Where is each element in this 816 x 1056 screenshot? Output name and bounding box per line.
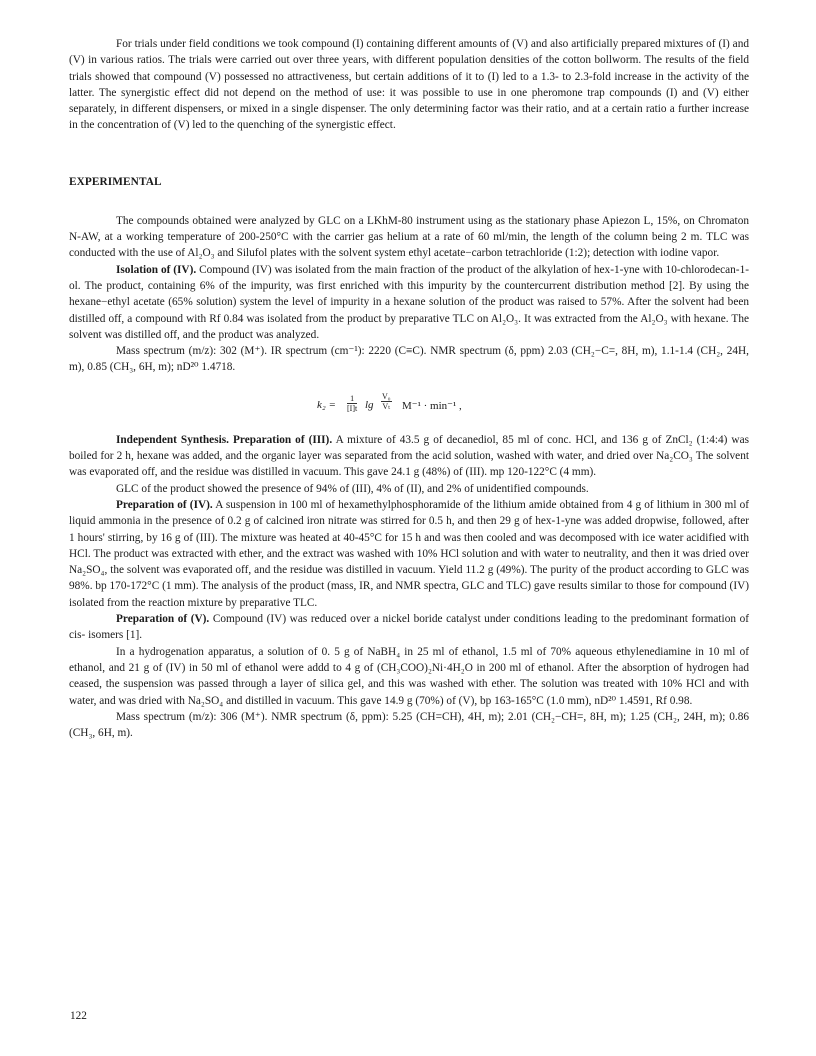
- section-title-experimental: EXPERIMENTAL: [69, 175, 162, 188]
- rate-constant-formula: [69, 390, 749, 420]
- paragraph-preparation-iv: [69, 497, 749, 611]
- formula-fraction-1: [347, 394, 357, 413]
- formula-lhs: k₂ =: [317, 398, 336, 411]
- paragraph-preparation-v: [69, 611, 749, 644]
- heading-preparation-iv: Preparation of (IV).: [116, 498, 213, 511]
- page-body: [69, 36, 749, 741]
- paragraph-field-trials: For trials under field conditions we took compound (I) containing different amounts of (V) and also artificially prepared mixtures of (I) and (V) in various ratios. The trials were carried out over three years, with different population densities of the cotton bollworm. The results of the field trials showed that compound (V) possessed no attractiveness, but certain additions of it to (I) led to a 1.3- to 2.3-fold increase in the activity of the latter. The synergistic effect did not depend on the method of use: it was possible to use in one pheromone trap compounds (I) and (V) either separately, in different dispensers, or mixed in a single dispenser. The only determining factor was their ratio, and at a certain ratio a further increase in the concentration of (V) led to the quenching of the synergistic effect.: [69, 38, 749, 132]
- page-number: 122: [70, 1010, 87, 1022]
- formula-frac1-numerator: 1: [347, 394, 357, 404]
- formula-frac1-denominator: [I]t: [347, 403, 358, 413]
- heading-synthesis-iii: Independent Synthesis. Preparation of (III).: [116, 433, 333, 446]
- formula-fraction-2: [381, 392, 392, 411]
- text-preparation-iv: A suspension in 100 ml of hexamethylphosphoramide of the lithium amide obtained from 4 g of lithium in 300 ml of liquid ammonia in the presence of 0.2 g of calcined iron nitrate was stirred for 0.5 h, and then 29 g of hex-1-yne was added dropwise, followed, after 1 hours' stirring, by 16 g of (III). The mixture was heated at 40-45°C for 15 h and was then cooled and was decomposed with ice water acidified with HCl. The product was extracted with ether, and the extract was washed with 10% HCl solution and with water to neutrality, and then it was dried over Na₂SO₄, the solvent was evaporated off, and the residue was distilled in vacuum. Yield 11.2 g (49%). The purity of the product according to GLC was 98%. bp 170-172°C (1 mm). The analysis of the product (mass, IR, and NMR spectra, GLC and TLC) gave results similar to those for compound (IV) isolated from the reaction mixture by preparative TLC.: [69, 498, 749, 609]
- paragraph-glc-analysis: The compounds obtained were analyzed by GLC on a LKhM-80 instrument using as the stationary phase Apiezon L, 15%, on Chromaton N-AW, at a working temperature of 200-250°C with the carrier gas helium at a rate of 60 ml/min, the length of the column being 2 m. TLC was conducted with the use of Al₂O₃ and Silufol plates with the solvent system ethyl acetate−carbon tetrachloride (1:2); detection with iodine vapor.: [69, 214, 749, 260]
- text-synthesis-iii: A mixture of 43.5 g of decanediol, 85 ml of conc. HCl, and 136 g of ZnCl₂ (1:4:4) was boiled for 2 h, hexane was added, and the organic layer was separated from the acid solution, washed with water, and dried over Na₂CO₃ The solvent was evaporated off, and the residue was distilled in vacuum. This gave 24.1 g (48%) of (III). mp 120-122°C (4 mm).: [69, 433, 749, 479]
- paragraph-spectra-v: Mass spectrum (m/z): 306 (M⁺). NMR spectrum (δ, ppm): 5.25 (CH=CH), 4H, m); 2.01 (CH₂−CH=, 8H, m); 1.25 (CH₂, 24H, m); 0.86 (CH₃, 6H, m).: [69, 710, 749, 740]
- formula-frac2-denominator: Vₜ: [382, 401, 391, 411]
- heading-isolation-iv: Isolation of (IV).: [116, 263, 197, 276]
- paragraph-spectra-iv: Mass spectrum (m/z): 302 (M⁺). IR spectrum (cm⁻¹): 2220 (C≡C). NMR spectrum (δ, ppm) 2.03 (CH₂−C=, 8H, m), 1.1-1.4 (CH₂, 24H, m), 0.85 (CH₃, 6H, m); nD²⁰ 1.4718.: [69, 345, 749, 374]
- formula-lg: lg: [365, 398, 374, 411]
- paragraph-synthesis-iii: [69, 432, 749, 481]
- paragraph-isolation-iv: [69, 262, 749, 343]
- text-preparation-v: Compound (IV) was reduced over a nickel boride catalyst under conditions leading to the predominant formation of cis- isomers [1].: [69, 613, 749, 642]
- paragraph-hydrogenation: In a hydrogenation apparatus, a solution of 0. 5 g of NaBH₄ in 25 ml of ethanol, 1.5 ml of 70% aqueous ethylenediamine in 10 ml of ethanol, and 21 g of (IV) in 50 ml of ethanol were addd to 4 g of (CH₃COO)₂Ni·4H₂O in 200 ml of ethanol. After the absorption of hydrogen had ceased, the suspension was passed through a layer of silica gel, and this was washed with ether. The solution was treated with 10% HCl and with water, and was dried with Na₂SO₄ and distilled in vacuum. This gave 14.9 g (70%) of (V), bp 163-165°C (1.0 mm), nD²⁰ 1.4591, Rf 0.98.: [69, 645, 749, 707]
- paragraph-glc-iii: GLC of the product showed the presence of 94% of (III), 4% of (II), and 2% of unidentified compounds.: [116, 482, 589, 495]
- formula-frac2-numerator: V₀: [382, 391, 391, 401]
- formula-units: M⁻¹ · min⁻¹ ,: [402, 399, 462, 412]
- text-isolation-iv: Compound (IV) was isolated from the main fraction of the product of the alkylation of hex-1-yne with 10-chlorodecan-1-ol. The product, containing 6% of the impurity, was first enriched with this impurity by the countercurrent distribution method [2]. By using the hexane−ethyl acetate (65% solution) system the level of impurity in a hexane solution of the product was raised to 57%. After the solvent had been distilled off, a compound with Rf 0.84 was isolated from the product by preparative TLC on Al₂O₃. It was extracted from the Al₂O₃ with hexane. The solvent was distilled off, and the product was analyzed.: [69, 263, 749, 341]
- heading-preparation-v: Preparation of (V).: [116, 613, 210, 626]
